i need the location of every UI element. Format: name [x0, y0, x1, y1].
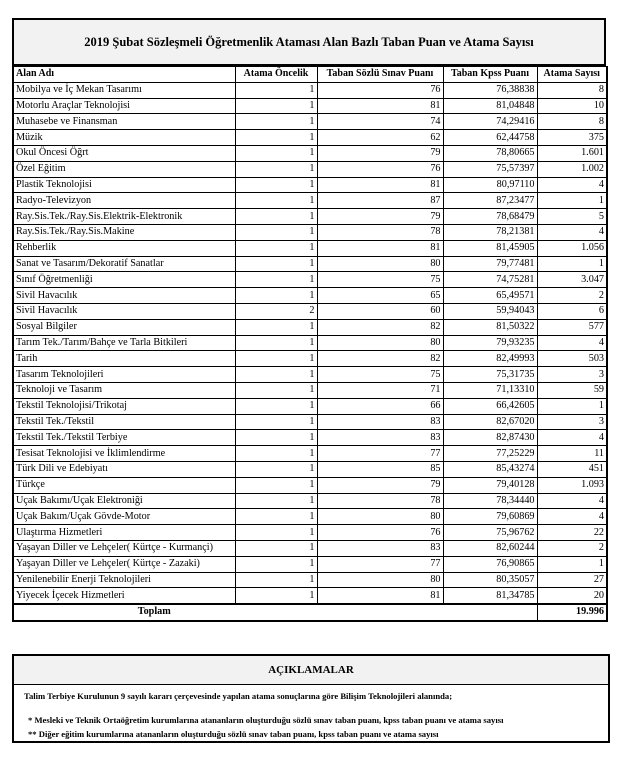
cell-sayi: 59	[537, 382, 607, 398]
notes-intro: Talim Terbiye Kurulunun 9 sayılı kararı çerçevesinde yapılan atama sonuçlarına göre Bilişim Teknolojileri alanında;	[24, 691, 453, 701]
table-row	[13, 398, 607, 414]
cell-sozlu: 82	[317, 351, 443, 367]
table-row	[13, 588, 607, 604]
cell-alan: Tekstil Tek./Tekstil Terbiye	[13, 430, 235, 446]
cell-sayi: 1	[537, 193, 607, 209]
col-header-sozlu: Taban Sözlü Sınav Puanı	[317, 67, 443, 83]
cell-sayi: 503	[537, 351, 607, 367]
cell-sayi: 20	[537, 588, 607, 604]
table-row	[13, 98, 607, 114]
cell-sayi: 5	[537, 209, 607, 225]
cell-sayi: 451	[537, 461, 607, 477]
table-row	[13, 382, 607, 398]
cell-sozlu: 82	[317, 319, 443, 335]
cell-kpss: 75,31735	[443, 367, 537, 383]
cell-kpss: 78,21381	[443, 224, 537, 240]
col-header-alan: Alan Adı	[13, 67, 235, 83]
cell-oncelik: 2	[235, 303, 317, 319]
table-row	[13, 288, 607, 304]
cell-kpss: 81,50322	[443, 319, 537, 335]
cell-oncelik: 1	[235, 351, 317, 367]
notes-star-2: ** Diğer eğitim kurumlarına atananların oluşturduğu sözlü sınav taban puanı, kpss taban puanı ve atama sayısı	[28, 729, 439, 739]
cell-oncelik: 1	[235, 398, 317, 414]
cell-sozlu: 76	[317, 82, 443, 98]
cell-sozlu: 81	[317, 588, 443, 604]
cell-sozlu: 80	[317, 572, 443, 588]
cell-sayi: 10	[537, 98, 607, 114]
table-row	[13, 351, 607, 367]
notes-title: AÇIKLAMALAR	[14, 656, 608, 685]
table-row	[13, 477, 607, 493]
cell-alan: Motorlu Araçlar Teknolojisi	[13, 98, 235, 114]
cell-oncelik: 1	[235, 556, 317, 572]
table-row	[13, 509, 607, 525]
cell-sozlu: 76	[317, 161, 443, 177]
cell-kpss: 74,75281	[443, 272, 537, 288]
cell-alan: Türk Dili ve Edebiyatı	[13, 461, 235, 477]
cell-sayi: 22	[537, 525, 607, 541]
table-row	[13, 556, 607, 572]
cell-alan: Sanat ve Tasarım/Dekoratif Sanatlar	[13, 256, 235, 272]
cell-alan: Yiyecek İçecek Hizmetleri	[13, 588, 235, 604]
col-header-kpss: Taban Kpss Puanı	[443, 67, 537, 83]
cell-kpss: 77,25229	[443, 446, 537, 462]
cell-oncelik: 1	[235, 446, 317, 462]
cell-sozlu: 78	[317, 493, 443, 509]
table-row	[13, 177, 607, 193]
cell-oncelik: 1	[235, 114, 317, 130]
cell-sayi: 577	[537, 319, 607, 335]
table-row	[13, 272, 607, 288]
cell-sayi: 1.002	[537, 161, 607, 177]
cell-alan: Özel Eğitim	[13, 161, 235, 177]
cell-kpss: 80,97110	[443, 177, 537, 193]
cell-sayi: 1.056	[537, 240, 607, 256]
cell-sozlu: 75	[317, 272, 443, 288]
table-row	[13, 540, 607, 556]
cell-kpss: 79,60869	[443, 509, 537, 525]
cell-alan: Tekstil Teknolojisi/Trikotaj	[13, 398, 235, 414]
cell-alan: Tesisat Teknolojisi ve İklimlendirme	[13, 446, 235, 462]
cell-sayi: 2	[537, 540, 607, 556]
cell-kpss: 81,45905	[443, 240, 537, 256]
total-label-text: Toplam	[137, 606, 171, 618]
cell-sozlu: 76	[317, 525, 443, 541]
table-row	[13, 224, 607, 240]
cell-kpss: 80,35057	[443, 572, 537, 588]
cell-kpss: 65,49571	[443, 288, 537, 304]
cell-sayi: 4	[537, 177, 607, 193]
cell-oncelik: 1	[235, 588, 317, 604]
cell-sozlu: 87	[317, 193, 443, 209]
cell-alan: Tarih	[13, 351, 235, 367]
cell-oncelik: 1	[235, 256, 317, 272]
table-row	[13, 335, 607, 351]
table-row	[13, 525, 607, 541]
cell-alan: Tasarım Teknolojileri	[13, 367, 235, 383]
cell-kpss: 79,40128	[443, 477, 537, 493]
cell-oncelik: 1	[235, 82, 317, 98]
cell-oncelik: 1	[235, 240, 317, 256]
cell-oncelik: 1	[235, 414, 317, 430]
cell-oncelik: 1	[235, 509, 317, 525]
cell-kpss: 78,80665	[443, 145, 537, 161]
cell-sozlu: 80	[317, 509, 443, 525]
notes-star-1: * Mesleki ve Teknik Ortaöğretim kurumlarına atananların oluşturduğu sözlü sınav taban puanı, kpss taban puanı ve atama sayısı	[28, 715, 504, 725]
cell-oncelik: 1	[235, 382, 317, 398]
cell-sozlu: 62	[317, 130, 443, 146]
table-row	[13, 446, 607, 462]
cell-kpss: 66,42605	[443, 398, 537, 414]
cell-alan: Tekstil Tek./Tekstil	[13, 414, 235, 430]
cell-alan: Yaşayan Diller ve Lehçeler( Kürtçe - Zazaki)	[13, 556, 235, 572]
cell-sayi: 3	[537, 367, 607, 383]
table-row	[13, 256, 607, 272]
cell-oncelik: 1	[235, 224, 317, 240]
cell-kpss: 81,04848	[443, 98, 537, 114]
cell-kpss: 79,93235	[443, 335, 537, 351]
cell-sozlu: 71	[317, 382, 443, 398]
cell-oncelik: 1	[235, 335, 317, 351]
total-label	[13, 604, 537, 621]
cell-sozlu: 83	[317, 414, 443, 430]
cell-oncelik: 1	[235, 493, 317, 509]
cell-oncelik: 1	[235, 461, 317, 477]
cell-kpss: 87,23477	[443, 193, 537, 209]
table-row	[13, 367, 607, 383]
cell-sozlu: 81	[317, 240, 443, 256]
results-table-box	[12, 18, 606, 622]
cell-kpss: 82,67020	[443, 414, 537, 430]
cell-alan: Sınıf Öğretmenliği	[13, 272, 235, 288]
cell-alan: Uçak Bakımı/Uçak Elektroniği	[13, 493, 235, 509]
cell-sayi: 1	[537, 556, 607, 572]
table-row	[13, 240, 607, 256]
cell-kpss: 74,29416	[443, 114, 537, 130]
cell-sayi: 2	[537, 288, 607, 304]
cell-alan: Ray.Sis.Tek./Ray.Sis.Makine	[13, 224, 235, 240]
cell-oncelik: 1	[235, 288, 317, 304]
cell-sozlu: 85	[317, 461, 443, 477]
cell-alan: Radyo-Televizyon	[13, 193, 235, 209]
cell-alan: Teknoloji ve Tasarım	[13, 382, 235, 398]
table-row	[13, 430, 607, 446]
cell-sayi: 3	[537, 414, 607, 430]
document-title: 2019 Şubat Sözleşmeli Öğretmenlik Ataması Alan Bazlı Taban Puan ve Atama Sayısı	[12, 18, 606, 66]
table-row	[13, 114, 607, 130]
cell-oncelik: 1	[235, 130, 317, 146]
cell-sayi: 1	[537, 256, 607, 272]
cell-sayi: 3.047	[537, 272, 607, 288]
col-header-sayi: Atama Sayısı	[537, 67, 607, 83]
cell-oncelik: 1	[235, 193, 317, 209]
cell-sozlu: 77	[317, 446, 443, 462]
cell-alan: Yaşayan Diller ve Lehçeler( Kürtçe - Kurmançi)	[13, 540, 235, 556]
table-row	[13, 82, 607, 98]
cell-oncelik: 1	[235, 430, 317, 446]
table-body	[13, 82, 607, 604]
cell-alan: Yenilenebilir Enerji Teknolojileri	[13, 572, 235, 588]
cell-sozlu: 79	[317, 209, 443, 225]
cell-alan: Rehberlik	[13, 240, 235, 256]
cell-alan: Türkçe	[13, 477, 235, 493]
table-row	[13, 130, 607, 146]
cell-sayi: 1.093	[537, 477, 607, 493]
cell-sayi: 375	[537, 130, 607, 146]
cell-sayi: 4	[537, 335, 607, 351]
cell-alan: Sivil Havacılık	[13, 288, 235, 304]
cell-kpss: 82,60244	[443, 540, 537, 556]
cell-kpss: 62,44758	[443, 130, 537, 146]
cell-oncelik: 1	[235, 177, 317, 193]
cell-sayi: 4	[537, 493, 607, 509]
cell-kpss: 59,94043	[443, 303, 537, 319]
cell-kpss: 82,87430	[443, 430, 537, 446]
cell-sozlu: 78	[317, 224, 443, 240]
cell-oncelik: 1	[235, 367, 317, 383]
cell-alan: Muhasebe ve Finansman	[13, 114, 235, 130]
cell-sozlu: 66	[317, 398, 443, 414]
cell-sozlu: 83	[317, 540, 443, 556]
cell-sayi: 11	[537, 446, 607, 462]
table-row	[13, 461, 607, 477]
cell-alan: Uçak Bakım/Uçak Gövde-Motor	[13, 509, 235, 525]
cell-kpss: 76,38838	[443, 82, 537, 98]
cell-oncelik: 1	[235, 540, 317, 556]
cell-kpss: 82,49993	[443, 351, 537, 367]
cell-oncelik: 1	[235, 145, 317, 161]
cell-kpss: 81,34785	[443, 588, 537, 604]
cell-sozlu: 80	[317, 256, 443, 272]
cell-sozlu: 81	[317, 177, 443, 193]
cell-sayi: 4	[537, 509, 607, 525]
cell-kpss: 75,96762	[443, 525, 537, 541]
total-row	[13, 604, 607, 621]
cell-alan: Müzik	[13, 130, 235, 146]
table-row	[13, 145, 607, 161]
cell-alan: Ray.Sis.Tek./Ray.Sis.Elektrik-Elektronik	[13, 209, 235, 225]
cell-alan: Sivil Havacılık	[13, 303, 235, 319]
table-row	[13, 319, 607, 335]
cell-kpss: 78,34440	[443, 493, 537, 509]
cell-oncelik: 1	[235, 572, 317, 588]
cell-sozlu: 60	[317, 303, 443, 319]
cell-sozlu: 79	[317, 145, 443, 161]
cell-sozlu: 77	[317, 556, 443, 572]
table-row	[13, 161, 607, 177]
cell-sayi: 4	[537, 224, 607, 240]
cell-kpss: 76,90865	[443, 556, 537, 572]
cell-oncelik: 1	[235, 98, 317, 114]
table-row	[13, 209, 607, 225]
cell-sayi: 8	[537, 82, 607, 98]
cell-oncelik: 1	[235, 319, 317, 335]
table-header-row	[13, 67, 607, 83]
cell-alan: Okul Öncesi Öğrt	[13, 145, 235, 161]
cell-sozlu: 75	[317, 367, 443, 383]
cell-sozlu: 79	[317, 477, 443, 493]
cell-alan: Tarım Tek./Tarım/Bahçe ve Tarla Bitkileri	[13, 335, 235, 351]
cell-sozlu: 83	[317, 430, 443, 446]
cell-sayi: 8	[537, 114, 607, 130]
cell-alan: Ulaştırma Hizmetleri	[13, 525, 235, 541]
cell-sozlu: 81	[317, 98, 443, 114]
col-header-oncelik: Atama Öncelik	[235, 67, 317, 83]
table-row	[13, 493, 607, 509]
table-row	[13, 193, 607, 209]
cell-sozlu: 65	[317, 288, 443, 304]
cell-sayi: 4	[537, 430, 607, 446]
cell-alan: Plastik Teknolojisi	[13, 177, 235, 193]
cell-kpss: 78,68479	[443, 209, 537, 225]
cell-kpss: 79,77481	[443, 256, 537, 272]
cell-oncelik: 1	[235, 272, 317, 288]
results-table	[12, 66, 608, 622]
cell-oncelik: 1	[235, 477, 317, 493]
table-row	[13, 303, 607, 319]
cell-kpss: 85,43274	[443, 461, 537, 477]
cell-oncelik: 1	[235, 525, 317, 541]
cell-kpss: 71,13310	[443, 382, 537, 398]
cell-alan: Mobilya ve İç Mekan Tasarımı	[13, 82, 235, 98]
cell-oncelik: 1	[235, 161, 317, 177]
table-row	[13, 414, 607, 430]
total-value: 19.996	[537, 604, 607, 621]
cell-sayi: 1.601	[537, 145, 607, 161]
cell-sayi: 1	[537, 398, 607, 414]
cell-sayi: 6	[537, 303, 607, 319]
cell-alan: Sosyal Bilgiler	[13, 319, 235, 335]
cell-kpss: 75,57397	[443, 161, 537, 177]
notes-box	[12, 654, 610, 743]
table-row	[13, 572, 607, 588]
cell-sozlu: 74	[317, 114, 443, 130]
cell-sozlu: 80	[317, 335, 443, 351]
cell-sayi: 27	[537, 572, 607, 588]
cell-oncelik: 1	[235, 209, 317, 225]
